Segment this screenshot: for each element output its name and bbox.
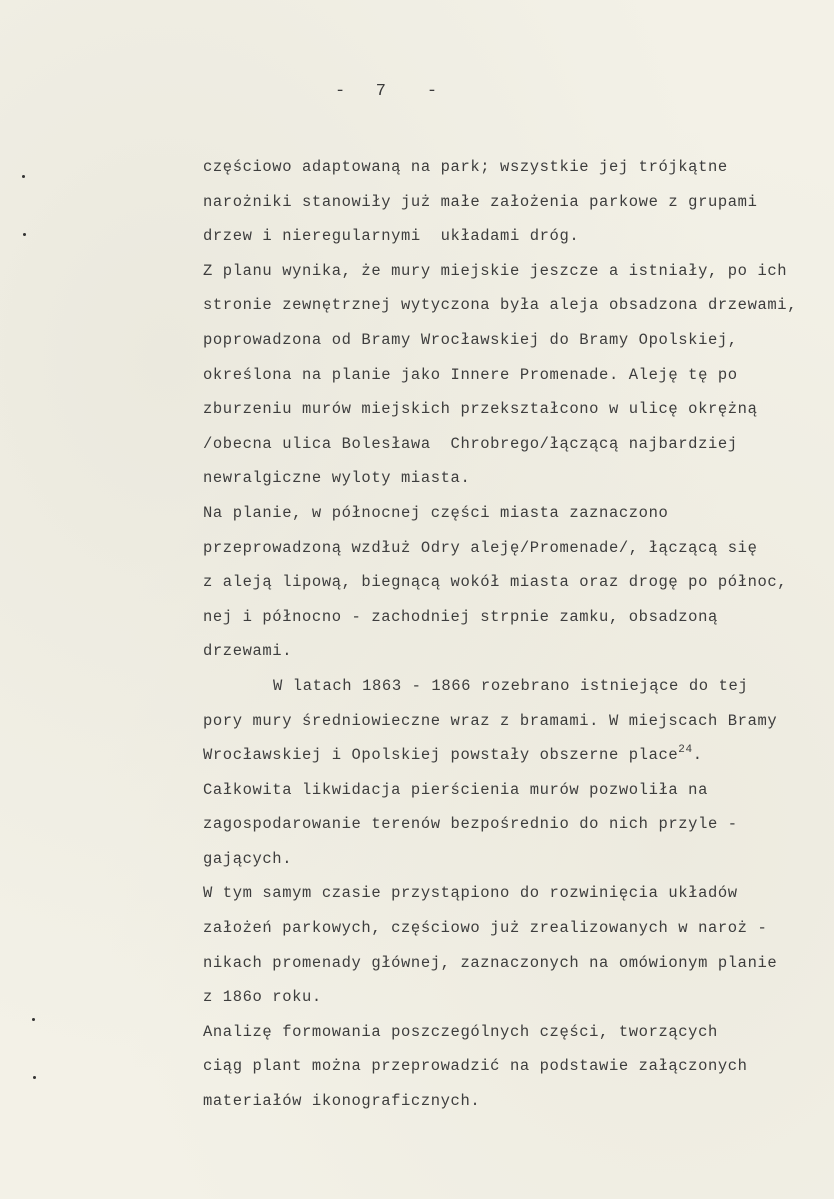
text-line: Analizę formowania poszczególnych części, tworzących [203, 1022, 718, 1041]
text-line: narożniki stanowiły już małe założenia parkowe z grupami [203, 192, 758, 211]
text-line: ciąg plant można przeprowadzić na podstawie załączonych [203, 1057, 748, 1076]
text-line: pory mury średniowieczne wraz z bramami. W miejscach Bramy [203, 711, 778, 730]
text-line: /obecna ulica Bolesława Chrobrego/łączącą najbardziej [203, 434, 738, 453]
text-line: częściowo adaptowaną na park; wszystkie jej trójkątne [203, 158, 728, 176]
text-line-with-footnote [203, 738, 797, 773]
margin-mark [32, 1018, 35, 1021]
footnote-punctuation: . [692, 746, 703, 765]
margin-mark [33, 1076, 36, 1079]
text-line: określona na planie jako Innere Promenade. Aleję tę po [203, 365, 738, 384]
text-line: zagospodarowanie terenów bezpośrednio do nich przyle - [203, 815, 738, 834]
text-line: Całkowita likwidacja pierścienia murów pozwoliła na [203, 780, 708, 799]
text-line: drzewami. [203, 642, 293, 661]
text-line: z 186o roku. [203, 988, 322, 1007]
text-line: stronie zewnętrznej wytyczona była aleja obsadzona drzewami, [203, 296, 798, 315]
margin-mark [23, 233, 26, 236]
text-line: newralgiczne wyloty miasta. [203, 469, 471, 488]
text-line: W tym samym czasie przystąpiono do rozwinięcia układów [203, 884, 738, 903]
text-line: materiałów ikonograficznych. [203, 1092, 481, 1111]
text-line: gających. [203, 849, 293, 868]
footnote-reference: 24 [678, 744, 693, 757]
text-line: Wrocławskiej i Opolskiej powstały obszerne place [203, 746, 679, 765]
text-line: Na planie, w północnej części miasta zaznaczono [203, 503, 669, 522]
text-line: drzew i nieregularnymi układami dróg. [203, 227, 580, 246]
text-line: założeń parkowych, częściowo już zrealizowanych w naroż - [203, 919, 768, 938]
text-line: zburzeniu murów miejskich przekształcono w ulicę okrężną [203, 400, 758, 419]
page-number: - 7 - [335, 82, 438, 101]
text-line-indented: W latach 1863 - 1866 rozebrano istniejące do tej [273, 676, 749, 695]
text-line: nikach promenady głównej, zaznaczonych na omówionym planie [203, 953, 778, 972]
text-line: przeprowadzoną wzdłuż Odry aleję/Promenade/, łączącą się [203, 538, 758, 557]
text-line: nej i północno - zachodniej strpnie zamku, obsadzoną [203, 607, 718, 626]
text-line: z aleją lipową, biegnącą wokół miasta oraz drogę po północ, [203, 573, 788, 592]
text-line: Z planu wynika, że mury miejskie jeszcze a istniały, po ich [203, 261, 788, 280]
body-text [203, 150, 797, 1119]
margin-mark [22, 175, 25, 178]
text-line: poprowadzona od Bramy Wrocławskiej do Bramy Opolskiej, [203, 330, 738, 349]
